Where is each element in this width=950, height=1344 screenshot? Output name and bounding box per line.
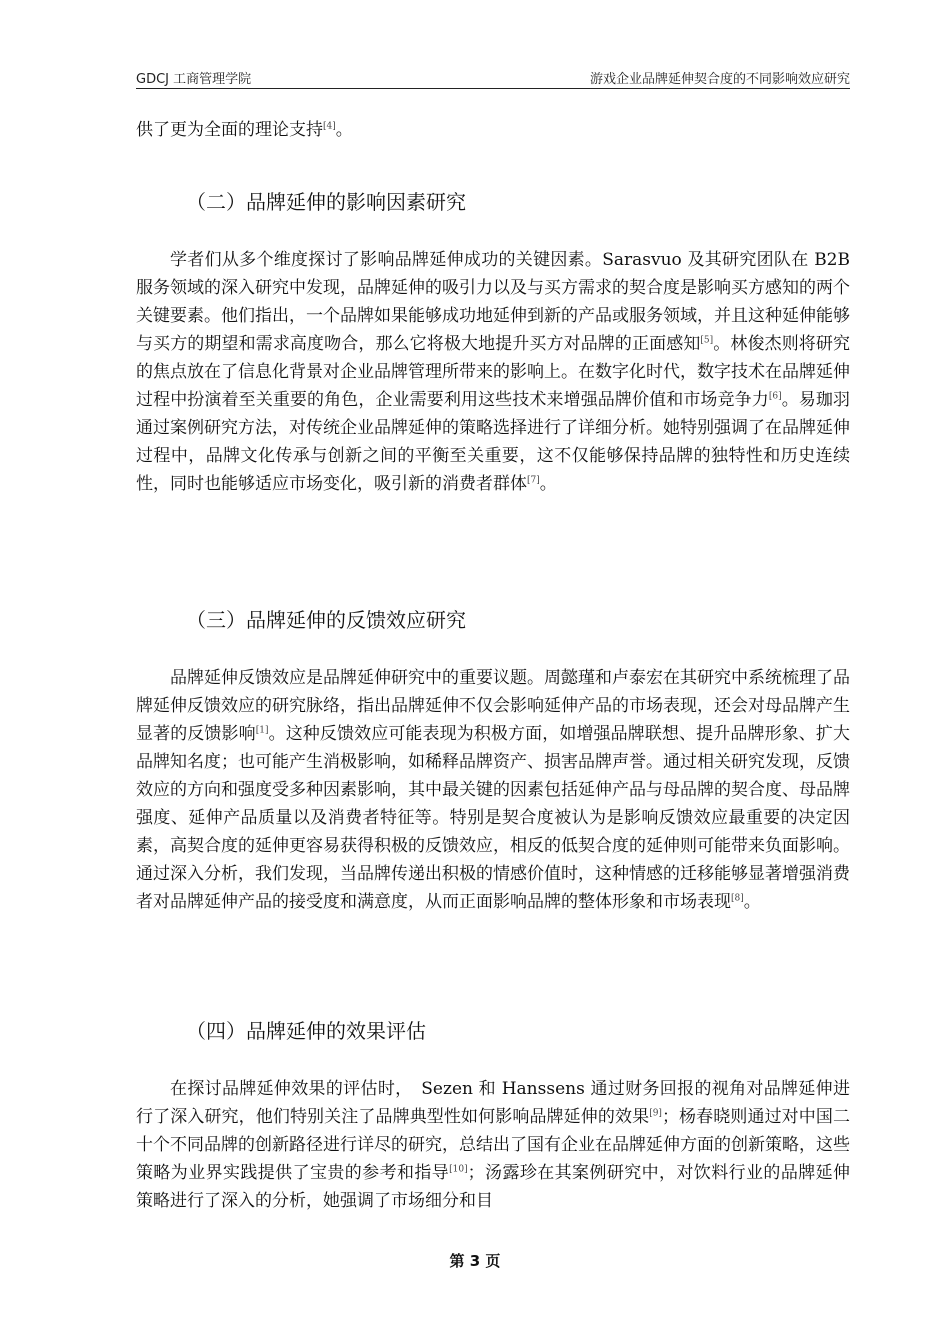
citation-ref: [5] bbox=[700, 335, 714, 346]
page-header bbox=[136, 62, 850, 89]
page-number: 第 3 页 bbox=[449, 1252, 501, 1270]
section-heading-influencing-factors: （二）品牌延伸的影响因素研究 bbox=[186, 190, 466, 214]
section-heading-effect-evaluation: （四）品牌延伸的效果评估 bbox=[186, 1019, 426, 1043]
citation-ref: [10] bbox=[449, 1164, 468, 1175]
paragraph-feedback-effect: 品牌延伸反馈效应是品牌延伸研究中的重要议题。周懿瑾和卢泰宏在其研究中系统梳理了品牌延伸反馈效应的研究脉络，指出品牌延伸不仅会影响延伸产品的市场表现，还会对母品牌产生显著的反馈影响[1]。这种反馈效应可能表现为积极方面，如增强品牌联想、提升品牌形象、扩大品牌知名度；也可能产生消极影响，如稀释品牌资产、损害品牌声誉。通过相关研究发现，反馈效应的方向和强度受多种因素影响，其中最关键的因素包括延伸产品与母品牌的契合度、母品牌强度、延伸产品质量以及消费者特征等。特别是契合度被认为是影响反馈效应最重要的决定因素，高契合度的延伸更容易获得积极的反馈效应，相反的低契合度的延伸则可能带来负面影响。通过深入分析，我们发现，当品牌传递出积极的情感价值时，这种情感的迁移能够显著增强消费者对品牌延伸产品的接受度和满意度，从而正面影响品牌的整体形象和市场表现[8]。 bbox=[136, 668, 851, 912]
header-paper-title: 游戏企业品牌延伸契合度的不同影响效应研究 bbox=[589, 72, 850, 87]
header-institution: GDCJ 工商管理学院 bbox=[136, 72, 252, 87]
citation-ref: [4] bbox=[323, 121, 336, 132]
citation-ref: [8] bbox=[731, 893, 744, 904]
citation-ref: [7] bbox=[527, 475, 540, 486]
paragraph-effect-evaluation: 在探讨品牌延伸效果的评估时， Sezen 和 Hanssens 通过财务回报的视角对品牌延伸进行了深入研究，他们特别关注了品牌典型性如何影响品牌延伸的效果[9]；杨春晓则通过对中国二十个不同品牌的创新路径进行详尽的研究，总结出了国有企业在品牌延伸方面的创新策略，这些策略为业界实践提供了宝贵的参考和指导[10]；汤露珍在其案例研究中，对饮料行业的品牌延伸策略进行了深入的分析，她强调了市场细分和目 bbox=[136, 1079, 851, 1211]
citation-ref: [6] bbox=[768, 391, 782, 402]
citation-ref: [9] bbox=[649, 1108, 662, 1119]
paragraph-influencing-factors: 学者们从多个维度探讨了影响品牌延伸成功的关键因素。Sarasvuo 及其研究团队在 B2B 服务领域的深入研究中发现，品牌延伸的吸引力以及与买方需求的契合度是影响买方感知的两个关键要素。他们指出，一个品牌如果能够成功地延伸到新的产品或服务领域，并且这种延伸能够与买方的期望和需求高度吻合，那么它将极大地提升买方对品牌的正面感知[5]。林俊杰则将研究的焦点放在了信息化背景对企业品牌管理所带来的影响上。在数字化时代，数字技术在品牌延伸过程中扮演着至关重要的角色，企业需要利用这些技术来增强品牌价值和市场竞争力[6]。易珈羽通过案例研究方法，对传统企业品牌延伸的策略选择进行了详细分析。她特别强调了在品牌延伸过程中，品牌文化传承与创新之间的平衡至关重要，这不仅能够保持品牌的独特性和历史连续性，同时也能够适应市场变化，吸引新的消费者群体[7]。 bbox=[136, 250, 851, 494]
section-heading-feedback-effect: （三）品牌延伸的反馈效应研究 bbox=[186, 608, 466, 632]
paragraph-continued: 供了更为全面的理论支持[4]。 bbox=[136, 120, 353, 140]
citation-ref: [1] bbox=[255, 725, 269, 736]
